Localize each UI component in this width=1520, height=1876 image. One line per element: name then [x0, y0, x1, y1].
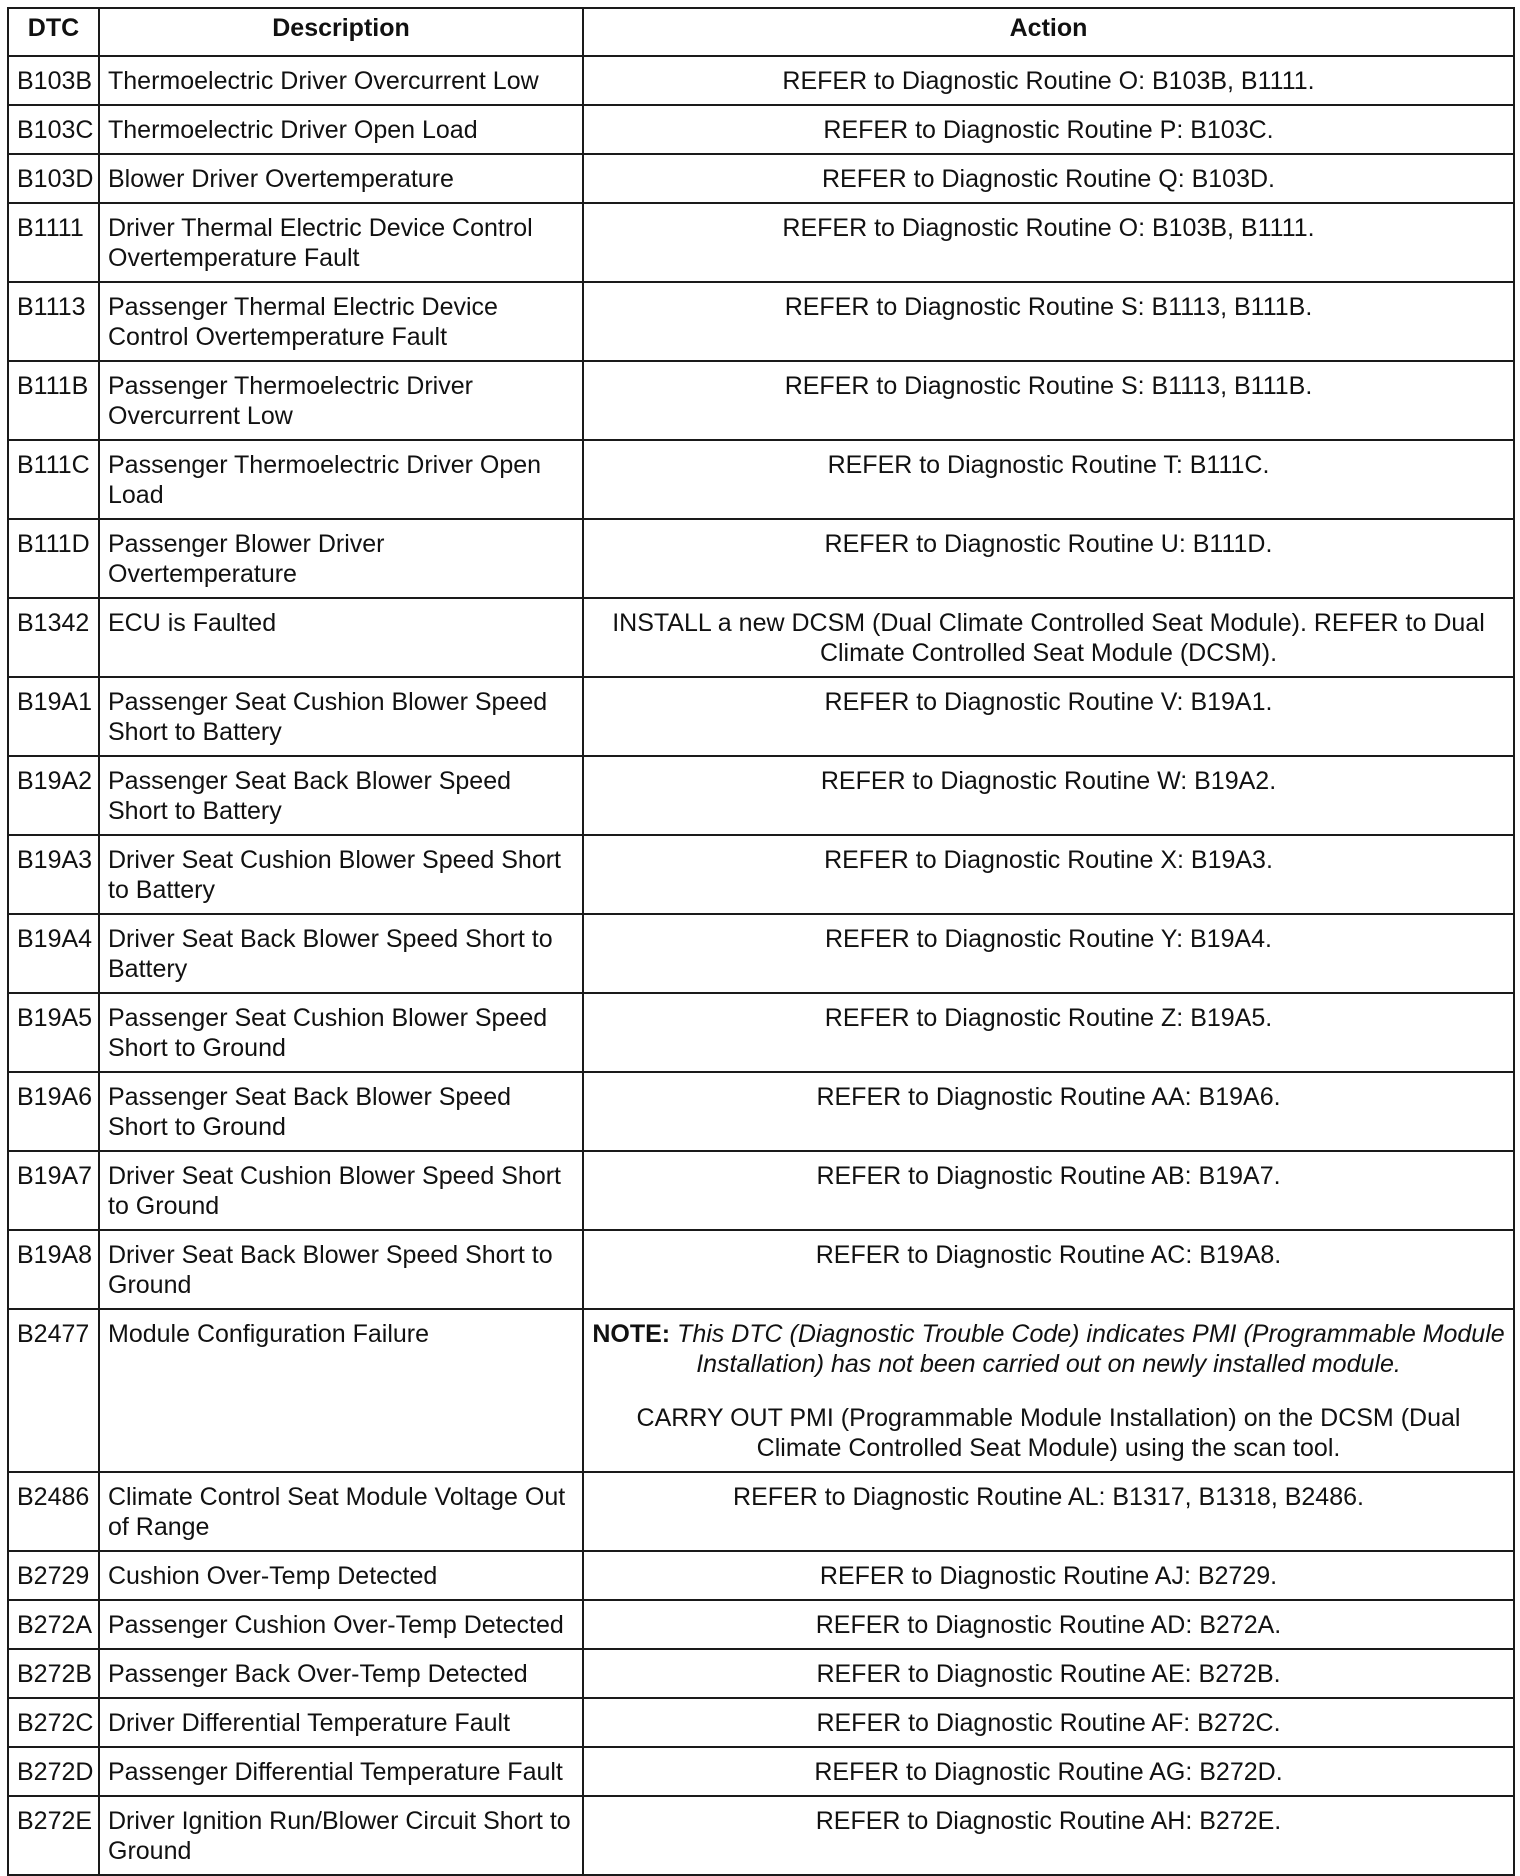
dtc-description: Passenger Thermoelectric Driver Overcurrent Low — [99, 361, 583, 440]
dtc-code: B272B — [8, 1649, 99, 1698]
dtc-action: REFER to Diagnostic Routine O: B103B, B1111. — [583, 203, 1514, 282]
dtc-code: B272E — [8, 1796, 99, 1875]
dtc-code: B2486 — [8, 1472, 99, 1551]
dtc-description: Module Configuration Failure — [99, 1309, 583, 1472]
table-row — [8, 1551, 1514, 1600]
dtc-action: REFER to Diagnostic Routine X: B19A3. — [583, 835, 1514, 914]
dtc-action: REFER to Diagnostic Routine AG: B272D. — [583, 1747, 1514, 1796]
table-row — [8, 1472, 1514, 1551]
dtc-description: Driver Seat Cushion Blower Speed Short to Ground — [99, 1151, 583, 1230]
dtc-description: Driver Seat Back Blower Speed Short to Battery — [99, 914, 583, 993]
table-row — [8, 361, 1514, 440]
dtc-action: REFER to Diagnostic Routine AF: B272C. — [583, 1698, 1514, 1747]
dtc-action: REFER to Diagnostic Routine Z: B19A5. — [583, 993, 1514, 1072]
table-row — [8, 677, 1514, 756]
dtc-action: REFER to Diagnostic Routine AA: B19A6. — [583, 1072, 1514, 1151]
table-row — [8, 105, 1514, 154]
table-row — [8, 835, 1514, 914]
table-row — [8, 1600, 1514, 1649]
dtc-action: REFER to Diagnostic Routine S: B1113, B111B. — [583, 361, 1514, 440]
dtc-description: Passenger Thermoelectric Driver Open Load — [99, 440, 583, 519]
dtc-code: B272A — [8, 1600, 99, 1649]
dtc-description: Driver Differential Temperature Fault — [99, 1698, 583, 1747]
dtc-code: B103D — [8, 154, 99, 203]
dtc-code: B19A5 — [8, 993, 99, 1072]
dtc-description: Passenger Cushion Over-Temp Detected — [99, 1600, 583, 1649]
dtc-action: REFER to Diagnostic Routine U: B111D. — [583, 519, 1514, 598]
table-row — [8, 1698, 1514, 1747]
dtc-action: REFER to Diagnostic Routine O: B103B, B1111. — [583, 56, 1514, 105]
table-row — [8, 598, 1514, 677]
dtc-code: B19A6 — [8, 1072, 99, 1151]
dtc-code: B2729 — [8, 1551, 99, 1600]
dtc-description: Cushion Over-Temp Detected — [99, 1551, 583, 1600]
dtc-code: B19A3 — [8, 835, 99, 914]
dtc-code: B19A1 — [8, 677, 99, 756]
dtc-action: REFER to Diagnostic Routine Q: B103D. — [583, 154, 1514, 203]
dtc-code: B272D — [8, 1747, 99, 1796]
dtc-code: B103B — [8, 56, 99, 105]
dtc-description: Passenger Seat Back Blower Speed Short to Battery — [99, 756, 583, 835]
dtc-code: B2477 — [8, 1309, 99, 1472]
note-label: NOTE: — [592, 1320, 671, 1348]
dtc-action: REFER to Diagnostic Routine W: B19A2. — [583, 756, 1514, 835]
dtc-code: B111C — [8, 440, 99, 519]
table-row — [8, 519, 1514, 598]
dtc-code: B272C — [8, 1698, 99, 1747]
dtc-code: B1111 — [8, 203, 99, 282]
dtc-description: Passenger Blower Driver Overtemperature — [99, 519, 583, 598]
dtc-action: REFER to Diagnostic Routine P: B103C. — [583, 105, 1514, 154]
table-row — [8, 154, 1514, 203]
dtc-action: REFER to Diagnostic Routine AJ: B2729. — [583, 1551, 1514, 1600]
table-row — [8, 1230, 1514, 1309]
dtc-action: REFER to Diagnostic Routine AB: B19A7. — [583, 1151, 1514, 1230]
table-row — [8, 756, 1514, 835]
dtc-description: Passenger Seat Cushion Blower Speed Short to Ground — [99, 993, 583, 1072]
note-block — [592, 1319, 1505, 1379]
dtc-description: Driver Ignition Run/Blower Circuit Short to Ground — [99, 1796, 583, 1875]
dtc-code: B19A4 — [8, 914, 99, 993]
dtc-action: REFER to Diagnostic Routine AE: B272B. — [583, 1649, 1514, 1698]
dtc-description: Driver Thermal Electric Device Control Overtemperature Fault — [99, 203, 583, 282]
dtc-code: B19A7 — [8, 1151, 99, 1230]
table-row — [8, 1309, 1514, 1472]
table-row — [8, 1151, 1514, 1230]
dtc-description: Thermoelectric Driver Overcurrent Low — [99, 56, 583, 105]
dtc-code: B19A8 — [8, 1230, 99, 1309]
dtc-code: B111B — [8, 361, 99, 440]
table-row — [8, 282, 1514, 361]
dtc-description: Passenger Differential Temperature Fault — [99, 1747, 583, 1796]
dtc-description: Blower Driver Overtemperature — [99, 154, 583, 203]
table-row — [8, 1796, 1514, 1875]
dtc-action: REFER to Diagnostic Routine AC: B19A8. — [583, 1230, 1514, 1309]
dtc-action: INSTALL a new DCSM (Dual Climate Controlled Seat Module). REFER to Dual Climate Controlled Seat Module (DCSM). — [583, 598, 1514, 677]
table-row — [8, 1072, 1514, 1151]
dtc-table — [7, 7, 1515, 1876]
dtc-description: ECU is Faulted — [99, 598, 583, 677]
dtc-code: B1113 — [8, 282, 99, 361]
dtc-action: REFER to Diagnostic Routine T: B111C. — [583, 440, 1514, 519]
table-header-row — [8, 8, 1514, 56]
dtc-action: REFER to Diagnostic Routine S: B1113, B111B. — [583, 282, 1514, 361]
table-row — [8, 440, 1514, 519]
dtc-code: B1342 — [8, 598, 99, 677]
dtc-description: Driver Seat Back Blower Speed Short to Ground — [99, 1230, 583, 1309]
table-row — [8, 993, 1514, 1072]
dtc-code: B19A2 — [8, 756, 99, 835]
header-dtc: DTC — [8, 8, 99, 56]
dtc-action: REFER to Diagnostic Routine AL: B1317, B1318, B2486. — [583, 1472, 1514, 1551]
table-row — [8, 914, 1514, 993]
dtc-description: Passenger Seat Cushion Blower Speed Short to Battery — [99, 677, 583, 756]
table-row — [8, 1747, 1514, 1796]
table-row — [8, 203, 1514, 282]
dtc-description: Thermoelectric Driver Open Load — [99, 105, 583, 154]
dtc-table-page — [7, 7, 1513, 1876]
dtc-action: REFER to Diagnostic Routine Y: B19A4. — [583, 914, 1514, 993]
header-action: Action — [583, 8, 1514, 56]
dtc-description: Passenger Back Over-Temp Detected — [99, 1649, 583, 1698]
dtc-description: Passenger Seat Back Blower Speed Short to Ground — [99, 1072, 583, 1151]
dtc-action-with-note — [583, 1309, 1514, 1472]
dtc-description: Driver Seat Cushion Blower Speed Short to Battery — [99, 835, 583, 914]
table-row — [8, 1649, 1514, 1698]
dtc-action: CARRY OUT PMI (Programmable Module Installation) on the DCSM (Dual Climate Controlled Seat Module) using the scan tool. — [636, 1404, 1461, 1462]
dtc-action: REFER to Diagnostic Routine V: B19A1. — [583, 677, 1514, 756]
table-row — [8, 56, 1514, 105]
dtc-description: Climate Control Seat Module Voltage Out of Range — [99, 1472, 583, 1551]
dtc-description: Passenger Thermal Electric Device Control Overtemperature Fault — [99, 282, 583, 361]
dtc-code: B103C — [8, 105, 99, 154]
dtc-action: REFER to Diagnostic Routine AH: B272E. — [583, 1796, 1514, 1875]
dtc-code: B111D — [8, 519, 99, 598]
dtc-action: REFER to Diagnostic Routine AD: B272A. — [583, 1600, 1514, 1649]
note-text: This DTC (Diagnostic Trouble Code) indicates PMI (Programmable Module Installation) has not been carried out on newly installed module. — [677, 1320, 1505, 1378]
header-description: Description — [99, 8, 583, 56]
